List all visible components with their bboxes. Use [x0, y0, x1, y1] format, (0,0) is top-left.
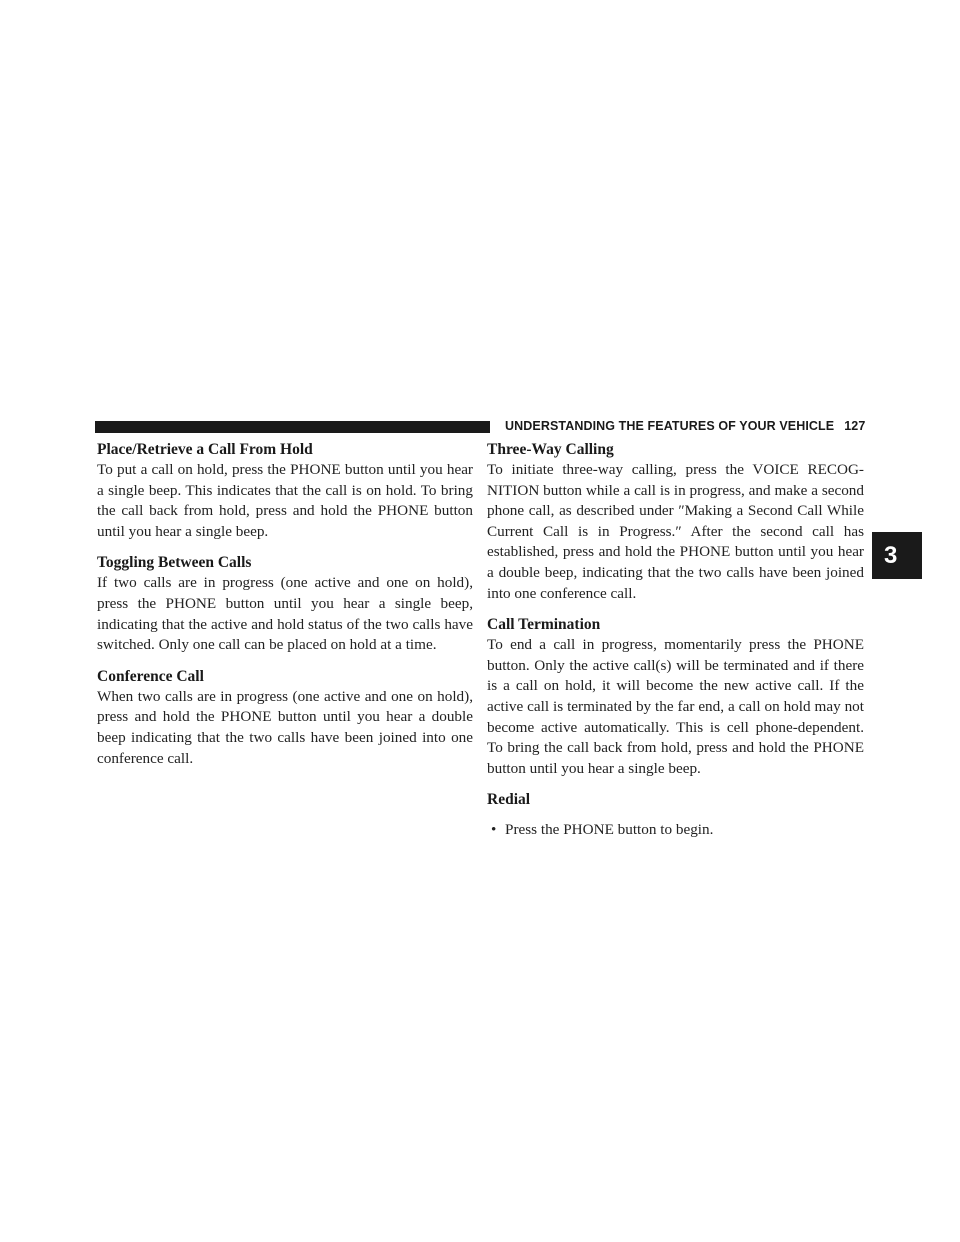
list-item: [487, 820, 864, 841]
section-heading: Toggling Between Calls: [97, 554, 252, 572]
section-heading: Conference Call: [97, 667, 204, 685]
chapter-number: 3: [884, 541, 898, 569]
section-three-way-calling: [487, 440, 864, 604]
section-heading: Three-Way Calling: [487, 441, 614, 458]
running-header: [505, 419, 865, 433]
bullet-icon: •: [491, 821, 497, 839]
running-header-title: UNDERSTANDING THE FEATURES OF YOUR VEHICLE: [505, 419, 835, 433]
right-column: [487, 440, 864, 852]
page-number: 127: [844, 419, 866, 433]
section-call-termination: [487, 615, 864, 779]
section-redial: [487, 790, 864, 841]
section-body: To end a call in progress, momentarily press the PHONE button. Only the active call(s) will be terminated and if there is a call on hold, it will become the new active call. If the active call is terminated by the far end, a call on hold may not become active automatically. This is cell phone-dependent. To bring the call back from hold, press and hold the PHONE button until you hear a single beep.: [487, 636, 864, 777]
section-place-retrieve-hold: [97, 440, 473, 542]
redial-steps-list: [487, 820, 864, 841]
section-heading: Place/Retrieve a Call From Hold: [97, 441, 313, 458]
left-column: [97, 440, 473, 780]
section-body: If two calls are in progress (one active and one on hold), press the PHONE button until you hear a single beep, indicating that the active and hold status of the two calls have switched. Only one call can be placed on hold at a time.: [97, 574, 473, 654]
section-heading: Redial: [487, 791, 531, 809]
chapter-tab: [872, 532, 922, 579]
section-heading: Call Termination: [487, 616, 601, 634]
header-rule-bar: [95, 421, 490, 433]
section-conference-call: [97, 667, 473, 769]
list-item-text: Press the PHONE button to begin.: [505, 821, 714, 839]
section-body: To initiate three-way calling, press the VOICE RECOG-NITION button while a call is in progress, and make a second phone call, as described under ″Making a Second Call While Current Call is in Progress.″ After the second call has established, press and hold the PHONE button until you hear a double beep, indicating that the two calls have been joined into one conference call.: [487, 461, 864, 602]
section-body: To put a call on hold, press the PHONE button until you hear a single beep. This indicates that the call is on hold. To bring the call back from hold, press and hold the PHONE button until you hear a single beep.: [97, 461, 473, 540]
section-toggling-calls: [97, 553, 473, 655]
section-body: When two calls are in progress (one active and one on hold), press and hold the PHONE button until you hear a double beep indicating that the two calls have been joined into one conference call.: [97, 687, 473, 767]
